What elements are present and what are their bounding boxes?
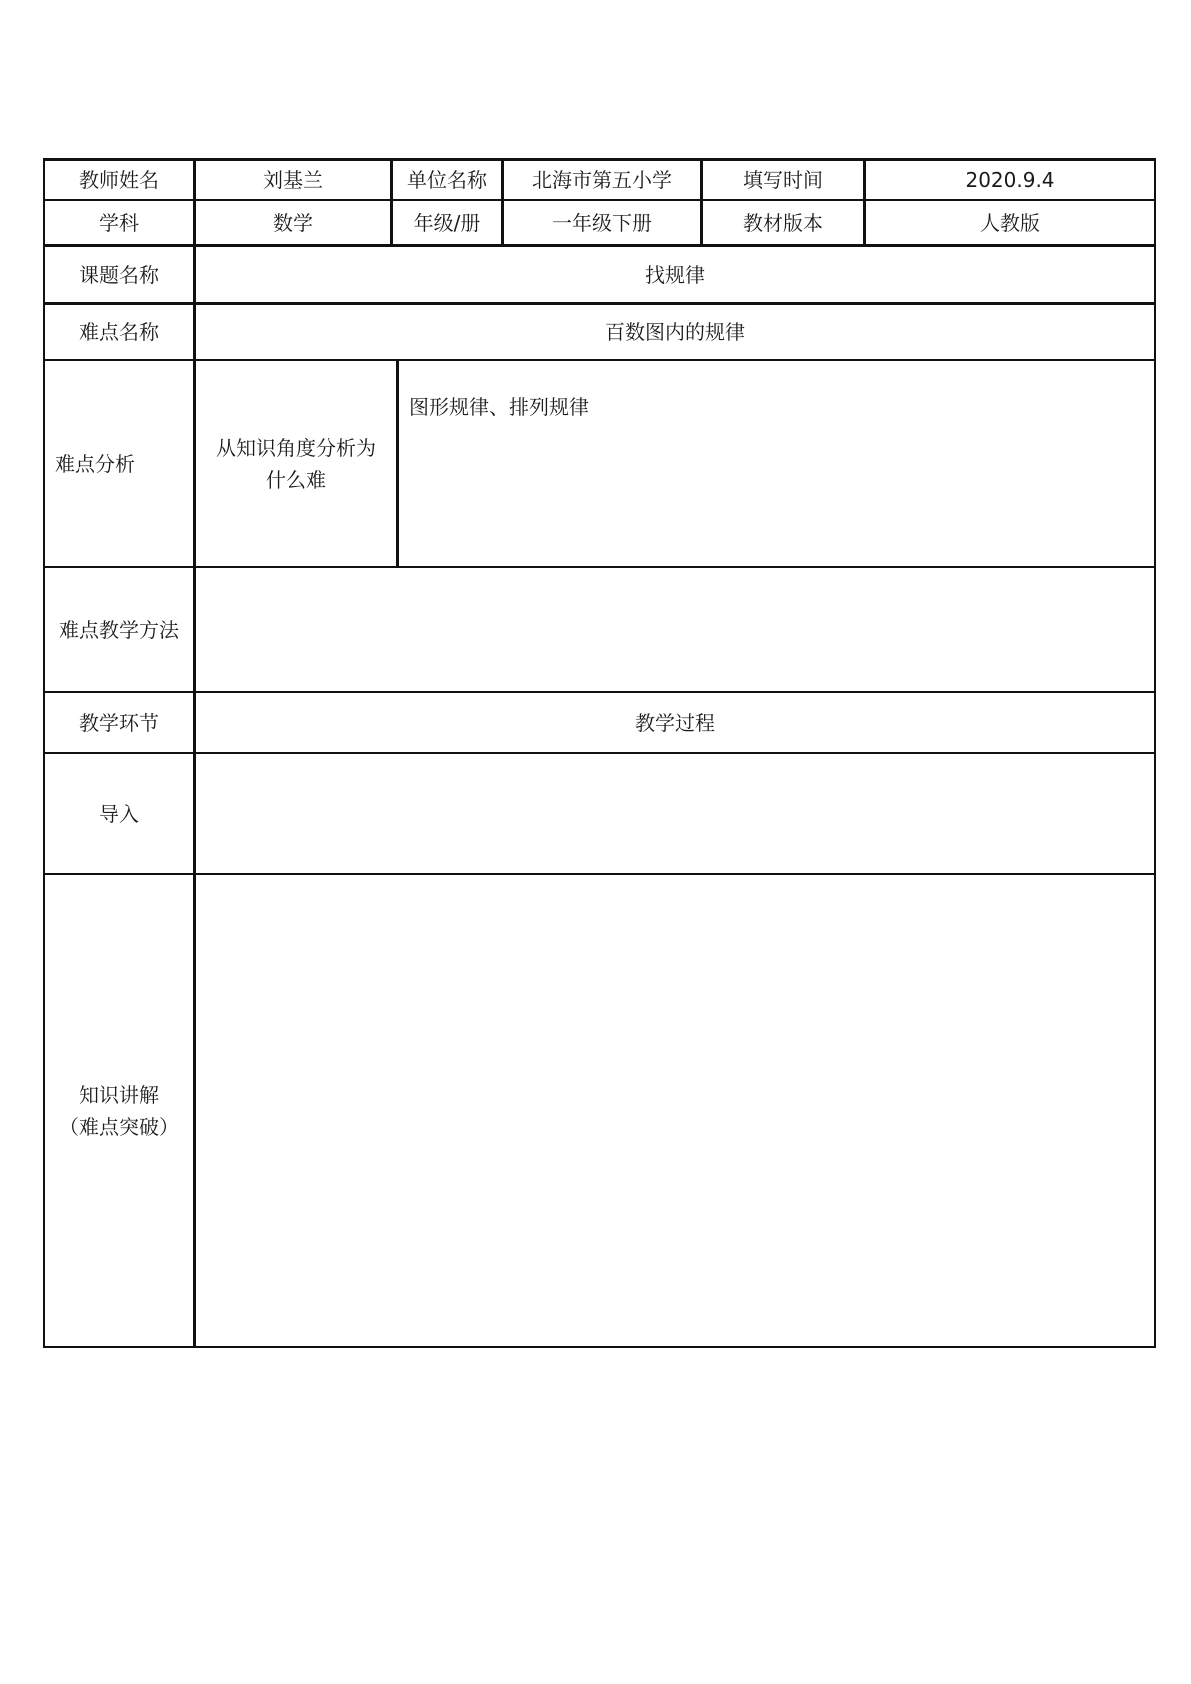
grade-value: 一年级下册	[552, 210, 652, 235]
column-divider	[396, 360, 399, 567]
edition-label: 教材版本	[743, 210, 823, 235]
analysis-sublabel	[196, 361, 396, 566]
intro-value	[196, 754, 1154, 873]
grade-label: 年级/册	[413, 210, 481, 235]
unit-value: 北海市第五小学	[532, 168, 672, 192]
process-label: 教学环节	[79, 710, 159, 735]
analysis-label: 难点分析	[55, 451, 135, 476]
teacher-value: 刘基兰	[263, 168, 323, 192]
topic-value: 找规律	[645, 262, 705, 287]
intro-label: 导入	[99, 801, 139, 826]
analysis-sublabel-line2: 什么难	[266, 467, 326, 492]
analysis-value: 图形规律、排列规律	[409, 395, 589, 419]
date-label: 填写时间	[743, 168, 823, 192]
explanation-label-line2: （难点突破）	[59, 1114, 179, 1139]
date-value: 2020.9.4	[965, 168, 1055, 192]
explanation-value	[196, 875, 1154, 1346]
process-value: 教学过程	[635, 710, 715, 735]
method-value	[196, 568, 1154, 691]
analysis-sublabel-line1: 从知识角度分析为	[216, 435, 376, 460]
topic-label: 课题名称	[79, 262, 159, 287]
explanation-label-line1: 知识讲解	[79, 1082, 159, 1107]
subject-value: 数学	[273, 210, 313, 235]
subject-label: 学科	[99, 210, 139, 235]
difficulty-label: 难点名称	[79, 320, 159, 344]
unit-label: 单位名称	[407, 168, 487, 192]
teacher-label: 教师姓名	[79, 168, 159, 192]
difficulty-value: 百数图内的规律	[605, 320, 745, 344]
lesson-plan-table	[43, 158, 1156, 1348]
explanation-label	[45, 875, 193, 1346]
edition-value: 人教版	[980, 210, 1040, 235]
method-label: 难点教学方法	[59, 617, 179, 642]
